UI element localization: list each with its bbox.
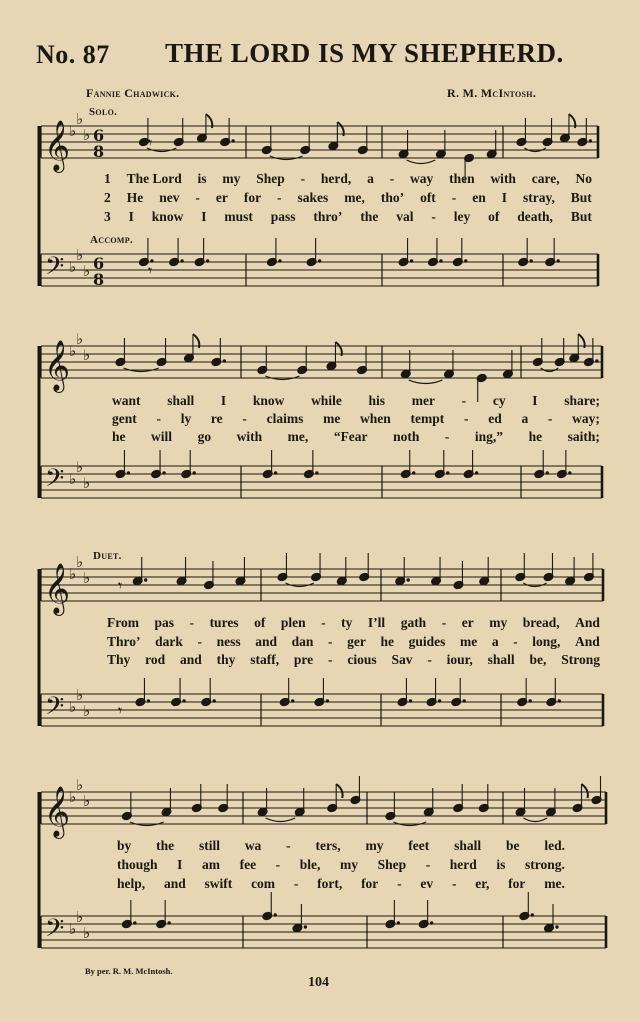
note-dot bbox=[464, 259, 467, 262]
note-dot bbox=[274, 913, 277, 916]
lyric-syllable: care, bbox=[531, 171, 560, 186]
lyric-syllable: gath bbox=[400, 615, 427, 630]
lyric-syllable: with bbox=[236, 429, 263, 444]
lyric-syllable: I’ll bbox=[367, 615, 386, 630]
lyric-syllable: cy bbox=[492, 393, 506, 408]
flat-icon: ♭ bbox=[76, 330, 84, 348]
lyric-syllable: when bbox=[360, 411, 391, 426]
note-dot bbox=[315, 471, 318, 474]
eighth-rest-icon: 𝄾 bbox=[118, 576, 123, 595]
lyric-syllable: noth bbox=[393, 429, 420, 444]
solo-marking: Solo. bbox=[89, 106, 118, 118]
system2-lyric-line-1 bbox=[112, 393, 600, 409]
lyric-syllable: - bbox=[441, 615, 447, 630]
lyric-syllable: go bbox=[197, 429, 212, 444]
lyric-syllable: is bbox=[197, 171, 207, 186]
note-dot bbox=[326, 699, 329, 702]
lyric-syllable: - bbox=[461, 393, 467, 408]
note-flag bbox=[582, 784, 588, 798]
system3-lyric-line-1 bbox=[107, 615, 600, 631]
lyric-syllable: From bbox=[107, 615, 139, 630]
note-dot bbox=[595, 359, 598, 362]
flat-icon: ♭ bbox=[83, 569, 91, 587]
lyric-syllable: thro’ bbox=[313, 209, 343, 224]
lyric-syllable: feet bbox=[408, 838, 430, 853]
permission-note: By per. R. M. McIntosh. bbox=[85, 966, 173, 976]
lyric-syllable: And bbox=[575, 615, 600, 630]
bass-clef-icon: 𝄢 bbox=[45, 464, 65, 499]
lyric-syllable: - bbox=[293, 876, 299, 891]
flat-icon: ♭ bbox=[69, 565, 77, 583]
flat-icon: ♭ bbox=[69, 258, 77, 276]
note-dot bbox=[430, 921, 433, 924]
lyric-syllable: me, bbox=[344, 190, 365, 205]
lyric-syllable: bread, bbox=[522, 615, 560, 630]
lyric-syllable: Shep bbox=[256, 171, 285, 186]
lyric-syllable: - bbox=[328, 652, 333, 667]
lyric-syllable: er, bbox=[475, 876, 490, 891]
lyric-syllable: 3 bbox=[104, 209, 111, 224]
lyric-syllable: my bbox=[222, 171, 241, 186]
lyric-syllable: of bbox=[254, 615, 266, 630]
lyric-syllable: er bbox=[215, 190, 228, 205]
lyric-syllable: - bbox=[464, 411, 469, 426]
note-dot bbox=[528, 699, 531, 702]
note-dot bbox=[589, 139, 592, 142]
note-dot bbox=[193, 471, 196, 474]
lyric-syllable: Shep bbox=[377, 857, 407, 872]
lyric-syllable: com bbox=[251, 876, 276, 891]
lyric-syllable: dark bbox=[155, 634, 183, 649]
lyric-syllable: with bbox=[490, 171, 516, 186]
note-dot bbox=[162, 471, 165, 474]
lyric-syllable: then bbox=[449, 171, 475, 186]
lyric-syllable: 1 bbox=[104, 171, 111, 186]
lyric-syllable: - bbox=[277, 190, 282, 205]
note-dot bbox=[274, 471, 277, 474]
lyric-syllable: The Lord bbox=[126, 171, 182, 186]
lyric-syllable: Strong bbox=[561, 652, 600, 667]
flat-icon: ♭ bbox=[76, 458, 84, 476]
lyric-syllable: he bbox=[112, 429, 126, 444]
lyric-syllable: ger bbox=[347, 634, 366, 649]
note-dot bbox=[397, 921, 400, 924]
lyric-syllable: death, bbox=[517, 209, 553, 224]
lyric-syllable: for bbox=[243, 190, 262, 205]
note-dot bbox=[291, 699, 294, 702]
lyric-syllable: and bbox=[163, 876, 186, 891]
treble-clef-icon: 𝄞 bbox=[44, 786, 71, 837]
lyric-syllable: know bbox=[252, 393, 285, 408]
lyric-syllable: - bbox=[321, 615, 326, 630]
note-dot bbox=[407, 578, 410, 581]
duet-marking: Duet. bbox=[93, 550, 122, 562]
note-dot bbox=[223, 359, 226, 362]
note-dot bbox=[144, 578, 147, 581]
lyric-syllable: iour, bbox=[446, 652, 473, 667]
system1-lyric-line-2 bbox=[104, 190, 592, 206]
bass-clef-icon: 𝄢 bbox=[45, 914, 65, 949]
bass-clef-icon: 𝄢 bbox=[45, 252, 65, 287]
note-dot bbox=[127, 471, 130, 474]
lyric-syllable: a bbox=[491, 634, 499, 649]
lyric-syllable: ed bbox=[488, 411, 502, 426]
lyric-syllable: - bbox=[431, 209, 436, 224]
lyric-syllable: ing,” bbox=[474, 429, 504, 444]
flat-icon: ♭ bbox=[76, 686, 84, 704]
time-signature-bottom: 8 bbox=[93, 142, 105, 161]
lyric-syllable: - bbox=[286, 838, 291, 853]
note-dot bbox=[318, 259, 321, 262]
bass-clef-icon: 𝄢 bbox=[45, 692, 65, 727]
lyric-syllable: thy bbox=[216, 652, 236, 667]
flat-icon: ♭ bbox=[83, 702, 91, 720]
lyric-syllable: fort, bbox=[317, 876, 343, 891]
lyric-syllable: me, bbox=[287, 429, 309, 444]
lyric-syllable: guides bbox=[408, 634, 446, 649]
system3-lyric-line-3 bbox=[107, 652, 600, 668]
lyric-syllable: is bbox=[496, 857, 506, 872]
lyric-syllable: want bbox=[112, 393, 141, 408]
lyric-syllable: ly bbox=[180, 411, 192, 426]
lyric-syllable: of bbox=[488, 209, 500, 224]
lyric-syllable: rod bbox=[145, 652, 166, 667]
lyric-syllable: - bbox=[397, 876, 402, 891]
flat-icon: ♭ bbox=[69, 698, 77, 716]
system1-lyric-line-1 bbox=[104, 171, 592, 187]
note-dot bbox=[180, 259, 183, 262]
lyric-syllable: - bbox=[547, 411, 553, 426]
note-dot bbox=[278, 259, 281, 262]
lyric-syllable: - bbox=[444, 429, 450, 444]
lyric-syllable: - bbox=[197, 634, 202, 649]
lyric-syllable: pas bbox=[154, 615, 175, 630]
tie bbox=[524, 818, 548, 822]
lyric-syllable: - bbox=[451, 876, 457, 891]
lyric-syllable: Sav bbox=[391, 652, 413, 667]
note-dot bbox=[475, 471, 478, 474]
lyric-syllable: ness bbox=[216, 634, 241, 649]
lyric-syllable: ley bbox=[453, 209, 471, 224]
lyric-syllable: shall bbox=[167, 393, 195, 408]
lyric-syllable: ty bbox=[341, 615, 353, 630]
lyric-syllable: claims bbox=[266, 411, 304, 426]
note-dot bbox=[213, 699, 216, 702]
eighth-rest-icon: 𝄾 bbox=[148, 133, 153, 152]
lyric-syllable: and bbox=[179, 652, 202, 667]
lyric-syllable: must bbox=[224, 209, 253, 224]
time-signature-bottom: 8 bbox=[93, 270, 105, 289]
flat-icon: ♭ bbox=[83, 126, 91, 144]
lyric-syllable: for bbox=[361, 876, 379, 891]
lyric-syllable: mer bbox=[411, 393, 435, 408]
lyric-syllable: - bbox=[156, 411, 161, 426]
lyric-syllable: - bbox=[328, 634, 333, 649]
flat-icon: ♭ bbox=[76, 908, 84, 926]
flat-icon: ♭ bbox=[76, 553, 84, 571]
lyric-syllable: strong. bbox=[525, 857, 565, 872]
lyric-syllable: swift bbox=[204, 876, 233, 891]
note-dot bbox=[558, 699, 561, 702]
lyric-syllable: me bbox=[323, 411, 341, 426]
lyric-syllable: led. bbox=[544, 838, 565, 853]
eighth-rest-icon: 𝄾 bbox=[148, 261, 153, 280]
lyric-syllable: my bbox=[339, 857, 358, 872]
lyric-syllable: Thro’ bbox=[107, 634, 141, 649]
lyric-syllable: he bbox=[528, 429, 543, 444]
system3-lyric-line-2 bbox=[107, 634, 600, 650]
lyric-syllable: en bbox=[472, 190, 486, 205]
lyric-syllable: oft bbox=[420, 190, 436, 205]
lyric-syllable: ters, bbox=[315, 838, 341, 853]
lyric-syllable: way bbox=[410, 171, 434, 186]
lyric-syllable: by bbox=[117, 838, 132, 853]
flat-icon: ♭ bbox=[69, 920, 77, 938]
lyric-syllable: - bbox=[242, 411, 247, 426]
lyric-syllable: No bbox=[575, 171, 592, 186]
note-dot bbox=[555, 925, 558, 928]
lyric-syllable: - bbox=[451, 190, 457, 205]
lyric-syllable: herd bbox=[449, 857, 477, 872]
lyric-syllable: He bbox=[126, 190, 144, 205]
note-dot bbox=[568, 471, 571, 474]
lyric-syllable: wa bbox=[244, 838, 262, 853]
lyric-syllable: long, bbox=[532, 634, 561, 649]
lyric-syllable: the bbox=[156, 838, 175, 853]
note-dot bbox=[206, 259, 209, 262]
lyric-syllable: ble, bbox=[299, 857, 321, 872]
lyric-syllable: And bbox=[575, 634, 600, 649]
lyric-syllable: pass bbox=[270, 209, 296, 224]
lyric-syllable: But bbox=[570, 209, 592, 224]
time-signature-top: 6 bbox=[93, 126, 105, 145]
lyric-syllable: am bbox=[201, 857, 220, 872]
lyric-syllable: tho’ bbox=[380, 190, 405, 205]
lyric-syllable: way; bbox=[572, 411, 600, 426]
note-dot bbox=[167, 921, 170, 924]
lyric-syllable: - bbox=[389, 171, 395, 186]
lyric-syllable: help, bbox=[117, 876, 146, 891]
lyric-syllable: staff, bbox=[250, 652, 280, 667]
lyric-syllable: a bbox=[521, 411, 529, 426]
note-dot bbox=[439, 259, 442, 262]
note-dot bbox=[438, 699, 441, 702]
page-number: 104 bbox=[308, 975, 329, 990]
lyric-syllable: be, bbox=[529, 652, 547, 667]
lyric-syllable: and bbox=[255, 634, 278, 649]
lyric-syllable: er bbox=[461, 615, 474, 630]
lyric-syllable: still bbox=[198, 838, 220, 853]
lyric-syllable: I bbox=[201, 209, 207, 224]
note-dot bbox=[147, 699, 150, 702]
accomp-marking: Accomp. bbox=[90, 234, 134, 246]
tie bbox=[266, 818, 295, 822]
lyric-syllable: - bbox=[195, 190, 200, 205]
note-dot bbox=[529, 259, 532, 262]
lyric-syllable: the bbox=[360, 209, 379, 224]
lyric-syllable: herd, bbox=[320, 171, 352, 186]
flat-icon: ♭ bbox=[69, 470, 77, 488]
note-dot bbox=[304, 925, 307, 928]
lyric-syllable: I bbox=[501, 190, 507, 205]
lyric-syllable: fee bbox=[239, 857, 257, 872]
lyric-syllable: pre bbox=[293, 652, 314, 667]
flat-icon: ♭ bbox=[76, 110, 84, 128]
lyric-syllable: a bbox=[367, 171, 374, 186]
lyric-syllable: me bbox=[459, 634, 478, 649]
note-dot bbox=[410, 259, 413, 262]
lyric-syllable: saith; bbox=[567, 429, 600, 444]
system1-lyric-line-3 bbox=[104, 209, 592, 225]
lyric-syllable: I bbox=[128, 209, 134, 224]
note-dot bbox=[231, 139, 234, 142]
lyric-syllable: I bbox=[220, 393, 227, 408]
lyric-syllable: for bbox=[508, 876, 526, 891]
flat-icon: ♭ bbox=[83, 792, 91, 810]
note-dot bbox=[133, 921, 136, 924]
note-flag bbox=[336, 784, 342, 798]
lyric-syllable: - bbox=[513, 634, 518, 649]
lyric-syllable: I bbox=[532, 393, 538, 408]
flat-icon: ♭ bbox=[76, 246, 84, 264]
lyric-syllable: will bbox=[151, 429, 173, 444]
lyric-syllable: - bbox=[425, 857, 431, 872]
flat-icon: ♭ bbox=[76, 776, 84, 794]
note-dot bbox=[182, 699, 185, 702]
lyric-syllable: nev bbox=[159, 190, 180, 205]
system2-lyric-line-3 bbox=[112, 429, 600, 445]
lyric-syllable: while bbox=[311, 393, 342, 408]
treble-clef-icon: 𝄞 bbox=[44, 340, 71, 391]
lyric-syllable: be bbox=[505, 838, 520, 853]
flat-icon: ♭ bbox=[83, 924, 91, 942]
flat-icon: ♭ bbox=[83, 474, 91, 492]
tie bbox=[409, 380, 443, 384]
system4-lyric-line-1 bbox=[117, 838, 565, 854]
lyric-syllable: my bbox=[489, 615, 508, 630]
flat-icon: ♭ bbox=[69, 342, 77, 360]
flat-icon: ♭ bbox=[83, 346, 91, 364]
lyric-syllable: dan bbox=[291, 634, 314, 649]
note-dot bbox=[412, 471, 415, 474]
lyric-syllable: I bbox=[177, 857, 183, 872]
system4-lyric-line-2 bbox=[117, 857, 565, 873]
note-dot bbox=[546, 471, 549, 474]
lyric-syllable: cious bbox=[347, 652, 377, 667]
lyric-syllable: - bbox=[275, 857, 281, 872]
lyric-syllable: his bbox=[368, 393, 386, 408]
lyric-syllable: “Fear bbox=[333, 429, 368, 444]
composer-credit: R. M. McIntosh. bbox=[447, 86, 537, 100]
lyric-syllable: shall bbox=[454, 838, 482, 853]
system4-lyric-line-3 bbox=[117, 876, 565, 892]
note-dot bbox=[463, 699, 466, 702]
lyric-syllable: plen bbox=[280, 615, 306, 630]
lyric-syllable: tempt bbox=[410, 411, 445, 426]
lyric-syllable: - bbox=[427, 652, 432, 667]
lyric-syllable: But bbox=[570, 190, 592, 205]
lyric-syllable: tures bbox=[209, 615, 239, 630]
flat-icon: ♭ bbox=[69, 122, 77, 140]
treble-clef-icon: 𝄞 bbox=[44, 120, 71, 171]
lyric-syllable: 2 bbox=[104, 190, 111, 205]
lyric-syllable: know bbox=[151, 209, 184, 224]
lyric-syllable: shall bbox=[487, 652, 515, 667]
hymn-number: No. 87 bbox=[36, 40, 110, 69]
flat-icon: ♭ bbox=[69, 788, 77, 806]
lyric-syllable: my bbox=[365, 838, 384, 853]
note-dot bbox=[409, 699, 412, 702]
lyric-syllable: he bbox=[380, 634, 394, 649]
lyric-syllable: gent bbox=[112, 411, 137, 426]
note-dot bbox=[556, 259, 559, 262]
treble-clef-icon: 𝄞 bbox=[44, 563, 71, 614]
eighth-rest-icon: 𝄾 bbox=[118, 701, 123, 720]
flat-icon: ♭ bbox=[83, 262, 91, 280]
lyric-syllable: sakes bbox=[297, 190, 329, 205]
lyric-syllable: Thy bbox=[107, 652, 131, 667]
note-dot bbox=[531, 913, 534, 916]
lyric-syllable: re bbox=[210, 411, 223, 426]
lyric-syllable: me. bbox=[544, 876, 565, 891]
note-dot bbox=[446, 471, 449, 474]
lyric-syllable: share; bbox=[564, 393, 600, 408]
lyric-syllable: stray, bbox=[522, 190, 555, 205]
lyric-syllable: though bbox=[117, 857, 158, 872]
lyric-syllable: val bbox=[396, 209, 414, 224]
lyric-syllable: ev bbox=[420, 876, 434, 891]
hymn-title: THE LORD IS MY SHEPHERD. bbox=[165, 38, 564, 68]
tie bbox=[407, 160, 436, 164]
lyric-syllable: - bbox=[189, 615, 195, 630]
time-signature-top: 6 bbox=[93, 254, 105, 273]
lyricist-credit: Fannie Chadwick. bbox=[86, 86, 180, 100]
lyric-syllable: - bbox=[300, 171, 306, 186]
system2-lyric-line-2 bbox=[112, 411, 600, 427]
